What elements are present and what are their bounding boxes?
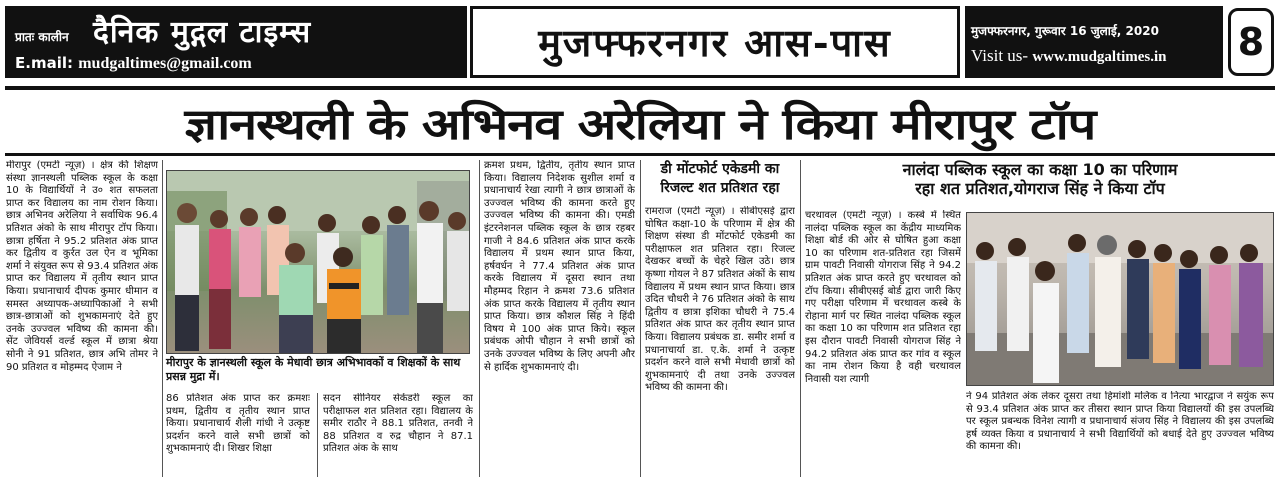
- edition-label: प्रातः कालीन: [15, 30, 69, 44]
- column-1-text: मीरापुर (एमटी न्यूज़) । क्षेत्र की शिक्षण संस्था ज्ञानस्थली पब्लिक स्कूल के कक्षा 10 के विद्यार्थियों ने उ० शत सफलता प्राप्त कर विद्यालय का नाम रोशन किया। छात्र अभिनव अरेलिया ने सर्वाधिक 96.4 प्रतिशत अंको के साथ मीरापुर टॉप किया। छात्रा हर्षिता ने 95.2 प्रतिशत अंक प्राप्त कर द्वितीय व कुर्रत उल ऐन व भूमिका शर्मा ने संयुक्त रूप से 93.4 प्रतिशत अंक प्राप्त कर विद्यालय में तृतीय स्थान प्राप्त किया। प्रधानाचार्य दीपक कुमार धीमान व समस्त अध्यापक-अध्यापिकाओं ने सभी छात्र-छात्राओं को शुभकामनाएं देते हुए उनके उज्ज्वल भविष्य की कामना की। सेंट जेवियर्स वर्ल्ड स्कूल में छात्रा श्रेया सोनी ने 91 प्रतिशत, छात्र अभि तोमर ने 90 प्रतिशत व मोहम्मद ऐजाम ने: [6, 160, 158, 373]
- story2-bottom-text: ने 94 प्रतिशत अंक लेकर दूसरा तथा हिमांशी मलिक व नित्या भारद्वाज ने सयुंक रूप से 93.4 प्रतिशत अंक प्राप्त कर तीसरा स्थान प्राप्त किया विद्यालयों की इस उपलब्धि पर स्कूल प्रबन्धक विनेश त्यागी व प्रधानाचार्य संजय सिंह ने विद्यालय की इस उपलब्धि हर्ष व्यक्त किया व प्रधानाचार्य ने सभी विद्यार्थियों को बधाई देते हुए उज्ज्वल भविष्य की कामना की।: [966, 391, 1274, 453]
- article-column-1: [6, 160, 158, 476]
- students-photo-1: [166, 170, 470, 354]
- page-number: 8: [1228, 8, 1274, 76]
- story2-bottom: [966, 391, 1274, 477]
- column-divider: [479, 160, 480, 477]
- photo-1-caption: मीरापुर के ज्ञानस्थली स्कूल के मेधावी छात्र अभिभावकों व शिक्षकों के साथ प्रसन्न मुद्रा में।: [166, 356, 461, 383]
- section-title-box: [470, 6, 960, 78]
- column-divider: [640, 160, 641, 477]
- website-url: www.mudgaltimes.in: [1032, 49, 1167, 65]
- column-divider: [162, 160, 163, 477]
- main-headline: [5, 92, 1275, 152]
- story2-headline-line2: रहा शत प्रतिशत,योगराज सिंह ने किया टॉप: [915, 179, 1165, 198]
- article-column-2: [166, 393, 310, 477]
- column-divider: [800, 160, 801, 477]
- visit-label: Visit us-: [971, 46, 1029, 65]
- article-column-5: [645, 206, 795, 477]
- dateline: मुजफ्फरनगर, गुरूवार 16 जुलाई, 2020: [971, 24, 1159, 38]
- column-4-text: क्रमश प्रथम, द्वितीय, तृतीय स्थान प्राप्त किया। विद्यालय निदेशक सुशील शर्मा व प्रधानाचार्य रेखा त्यागी ने छात्र छात्राओं के उज्ज्वल भविष्य की कामना करते हुए उज्ज्वल भविष्य की कामना की। एमडी इंटरनेशनल पब्लिक स्कूल के छात्र रहबर गाजी ने 84.6 प्रतिशत अंक प्राप्त करके विद्यालय में प्रथम स्थान प्राप्त किया, हर्षवर्धन ने 77.4 प्रतिशत अंक प्राप्त करके विद्यालय में दूसरा स्थान तथा मौहम्मद रिहान ने क्रमश 73.6 प्रतिशत अंक प्राप्त करके विद्यालय में तृतीय स्थान प्राप्त किया। छात्र कौशल सिंह ने हिंदी विषय मे 100 अंक प्राप्त किये। स्कूल प्रबंधक ओपी चौहान ने सभी छात्रों को उनके उज्ज्वल भविष्य के लिए अपनी और से हार्दिक शुभकामनाएं दी।: [484, 160, 635, 373]
- masthead-left-block: [5, 6, 467, 78]
- story2-column-text: चरथावल (एमटी न्यूज़) । कस्बे में स्थित नालंदा पब्लिक स्कूल का केंद्रीय माध्यमिक शिक्षा बोर्ड की ओर से घोषित हुआ कक्षा 10 का परिणाम शत-प्रतिशत रहा जिसमें ग्राम पावटी निवासी योगराज सिंह ने 94.2 प्रतिशत अंक प्राप्त करते हुए चरथावल को टॉप किया। सीबीएसई बोर्ड द्वारा जारी किए गए परीक्षा परिणाम में चरथावल कस्बे के रोहाना मार्ग पर स्थित नालंदा पब्लिक स्कूल का कक्षा 10 का परिणाम शत प्रतिशत रहा इस दौरान पावटी निवासी योगराज सिंह ने 94.2 प्रतिशत अंक प्राप्त कर गांव व स्कूल का नाम रोशन किया है वही चरथावल निवासी यश त्यागी: [805, 210, 961, 385]
- email-line: [15, 54, 252, 73]
- email-label: E.mail:: [15, 54, 73, 72]
- article-column-3: [323, 393, 473, 477]
- section-title: मुजफ्फरनगर आस-पास: [538, 20, 892, 65]
- col5-subheadline: डी मोंटफोर्ट एकेडमी का रिजल्ट शत प्रतिशत रहा: [660, 161, 780, 196]
- column-3-text: सदन सीनियर सेकेंडरी स्कूल का परीक्षाफल शत प्रतिशत रहा। विद्यालय के समीर राठौर ने 88.1 प्रतिशत, तनवी ने 88 प्रतिशत व रुद्र चौहान ने 87.1 प्रतिशत अंक के साथ: [323, 393, 473, 455]
- column-divider: [317, 393, 318, 477]
- email-address: mudgaltimes@gmail.com: [78, 55, 252, 72]
- top-rule: [5, 86, 1275, 90]
- story2-headline-line1: नालंदा पब्लिक स्कूल का कक्षा 10 का परिणाम: [902, 160, 1178, 179]
- masthead: [0, 0, 1280, 84]
- masthead-right-block: [965, 6, 1223, 78]
- column-2-text: 86 प्रतिशत अंक प्राप्त कर क्रमशः प्रथम, द्वितीय व तृतीय स्थान प्राप्त किया। प्रधानाचार्य शैली गांधी ने उत्कृष्ट प्रदर्शन करने वाले सभी छात्रों को शुभकामनाएं दी। शिखर शिक्षा: [166, 393, 310, 455]
- nalanda-students-image: [967, 213, 1274, 386]
- story2-column: [805, 210, 961, 388]
- headline-rule: [5, 153, 1275, 156]
- article-column-4: [484, 160, 635, 477]
- students-photo-2: [966, 212, 1274, 386]
- website-line: [971, 46, 1167, 66]
- main-headline-text: ज्ञानस्थली के अभिनव अरेलिया ने किया मीरापुर टॉप: [184, 99, 1096, 150]
- paper-name: दैनिक मुद्गल टाइम्स: [93, 15, 312, 50]
- column-5-text: रामराज (एमटी न्यूज़) । सीबीएसई द्वारा घोषित कक्षा-10 के परिणाम में क्षेत्र की शिक्षण संस्था डी मोंटफोर्ट एकेडमी का परीक्षाफल शत प्रतिशत रहा। रिजल्ट देखकर बच्चों के चेहरे खिल उठे। छात्र कृष्णा गोयल ने 87 प्रतिशत अंकों के साथ विद्यालय में प्रथम स्थान प्राप्त किया। छात्र उदित चौधरी ने 76 प्रतिशत अंको के साथ द्वितीय व छात्रा इशिका चौधरी ने 75.4 प्रतिशत अंक प्राप्त कर तृतीय स्थान प्राप्त किया। विद्यालय प्रबंधक डा. समीर शर्मा व प्रधानाचार्या डा. ए.के. शर्मा ने उत्कृष्ट प्रदर्शन करने वाले सभी मेधावी छात्रों को शुभकामनाएं दी तथा उनके उज्ज्वल भविष्य की कामना की।: [645, 206, 795, 394]
- story2-headline: [805, 160, 1275, 202]
- students-group-image: [167, 171, 470, 354]
